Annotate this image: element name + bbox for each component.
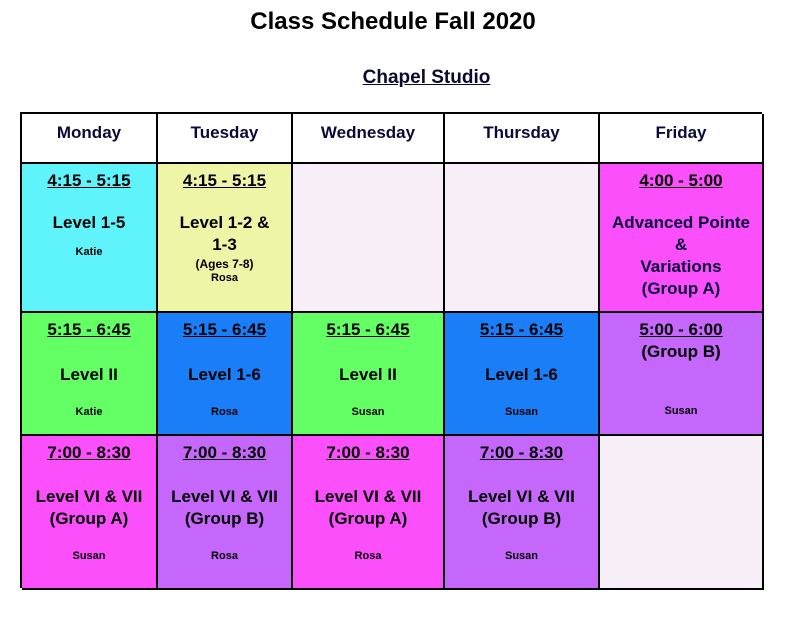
instructor-name: Katie [75, 406, 103, 418]
class-cell-tuesday-3 [158, 436, 293, 590]
instructor-name: Susan [351, 406, 385, 418]
age-note: (Ages 7-8) [195, 257, 254, 271]
class-name: Level 1-6 [188, 365, 261, 384]
instructor-name: Susan [664, 405, 698, 417]
class-name-line1: Level 1-2 & [179, 213, 270, 232]
class-name-line1: Advanced Pointe [612, 213, 750, 232]
class-cell-thursday-3 [445, 436, 600, 590]
class-name-line2: & [674, 235, 688, 254]
class-cell-wednesday-2 [293, 313, 445, 436]
empty-cell-thursday-1 [445, 164, 600, 313]
class-time: 5:15 - 6:45 [326, 320, 410, 339]
class-name-line2: (Group B) [481, 509, 562, 528]
class-cell-friday-2 [600, 313, 764, 436]
class-time: 5:15 - 6:45 [182, 320, 267, 339]
instructor-name: Rosa [211, 272, 238, 284]
class-cell-monday-3 [22, 436, 158, 590]
class-name-line1: Level VI & VII [314, 487, 422, 506]
class-time: 5:15 - 6:45 [47, 320, 131, 339]
instructor-name: Susan [504, 406, 538, 418]
instructor-name: Rosa [211, 550, 238, 562]
class-time: 7:00 - 8:30 [326, 443, 410, 462]
day-header-friday: Friday [600, 114, 764, 164]
day-header-tuesday: Tuesday [158, 114, 293, 164]
studio-name: Chapel Studio [362, 67, 491, 88]
page-title: Class Schedule Fall 2020 [250, 8, 536, 35]
day-header-wednesday: Wednesday [293, 114, 445, 164]
instructor-name: Susan [504, 550, 538, 562]
class-name-line2: (Group A) [328, 509, 408, 528]
class-time: 4:00 - 5:00 [639, 171, 723, 190]
instructor-name: Rosa [354, 550, 382, 562]
instructor-name: Susan [72, 550, 106, 562]
class-name-line1: Level VI & VII [171, 487, 278, 506]
class-cell-friday-1 [600, 164, 764, 313]
empty-cell-friday-3 [600, 436, 764, 590]
class-time: 7:00 - 8:30 [182, 443, 267, 462]
class-name: Level 1-6 [485, 365, 558, 384]
class-cell-tuesday-2 [158, 313, 293, 436]
class-name-line2: (Group B) [184, 509, 265, 528]
instructor-name: Katie [75, 246, 103, 258]
class-time: 4:15 - 5:15 [47, 171, 131, 190]
class-time: 7:00 - 8:30 [479, 443, 564, 462]
empty-cell-wednesday-1 [293, 164, 445, 313]
class-time: 5:15 - 6:45 [479, 320, 564, 339]
class-name: (Group B) [641, 342, 721, 361]
class-name: Level II [60, 365, 118, 384]
class-cell-tuesday-1 [158, 164, 293, 313]
class-name: Level 1-5 [52, 213, 126, 232]
class-time: 4:15 - 5:15 [182, 171, 267, 190]
class-name-line1: Level VI & VII [468, 487, 575, 506]
class-cell-monday-1 [22, 164, 158, 313]
class-name-line4: (Group A) [641, 279, 721, 298]
class-name-line1: Level VI & VII [35, 487, 143, 506]
class-cell-wednesday-3 [293, 436, 445, 590]
day-header-monday: Monday [22, 114, 158, 164]
class-name-line2: (Group A) [49, 509, 129, 528]
class-name: Level II [339, 365, 397, 384]
class-cell-monday-2 [22, 313, 158, 436]
class-name-line2: 1-3 [212, 235, 237, 254]
schedule-table [20, 112, 762, 588]
class-cell-thursday-2 [445, 313, 600, 436]
instructor-name: Rosa [211, 406, 238, 418]
class-time: 7:00 - 8:30 [47, 443, 131, 462]
day-header-thursday: Thursday [445, 114, 600, 164]
class-time: 5:00 - 6:00 [639, 320, 723, 339]
class-name-line3: Variations [640, 257, 722, 276]
